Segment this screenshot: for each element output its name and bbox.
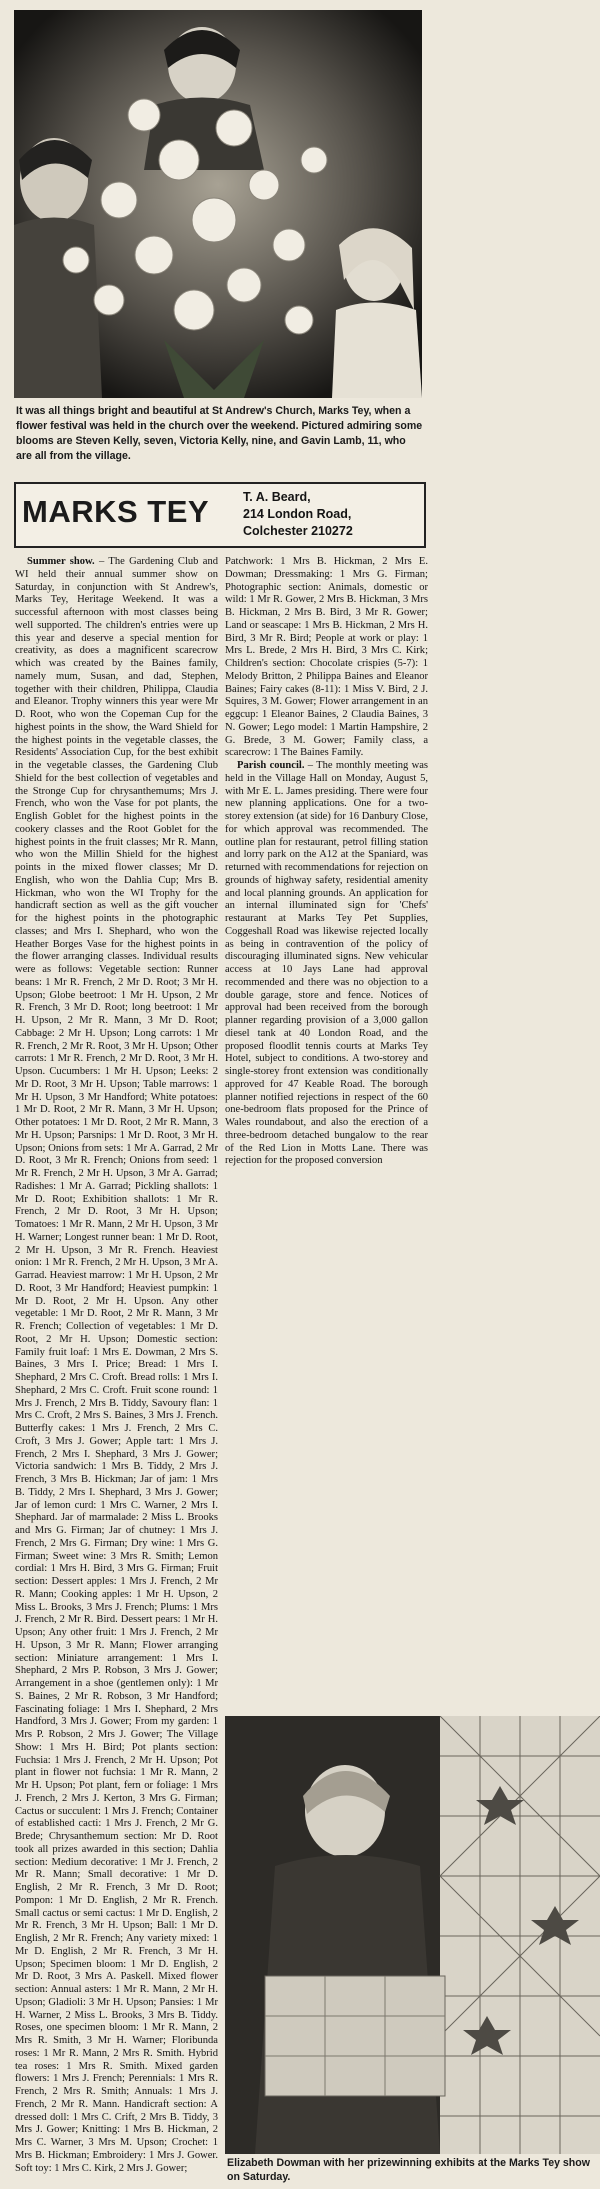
patchwork-exhibit-image [225,1716,600,2154]
article-column-2-flow [225,556,428,1168]
top-photo [14,10,422,398]
summer-show-heading: Summer show. [27,556,95,567]
top-photo-caption: It was all things bright and beautiful at St Andrew's Church, Marks Tey, when a flower festival was held in the church over the weekend. Pictured admiring some blooms are Steven Kelly, seven, Victoria Kelly, nine, and Gavin Lamb, 11, who are all from the village. [16,405,423,462]
correspondent-name: T. A. Beard, [243,490,311,504]
parish-council-paragraph [225,760,428,1168]
place-title: MARKS TEY [22,494,210,529]
correspondent-address: 214 London Road, [243,507,352,521]
correspondent-details [243,489,353,540]
article-column-1 [15,556,218,2184]
correspondent-town-phone: Colchester 210272 [243,524,353,538]
bottom-photo-caption: Elizabeth Dowman with her prizewinning exhibits at the Marks Tey show on Saturday. [227,2157,590,2183]
section-masthead [14,482,426,548]
parish-council-body: – The monthly meeting was held in the Village Hall on Monday, August 5, with Mr E. L. James presiding. There were four new planning applications. One for a two-storey extension (at side) for 16 Danbury Close, for which approval was recommended. The outline plan for restaurant, petrol filling station and lorry park on the A12 at the Spaniard, was returned with recommendations for rejection on grounds of highway safety, residential amenity and local planning grounds. An application for an internal illuminated sign for 'Chefs' restaurant at Marks Tey Pet Supplies, Coggeshall Road was likewise rejected locally as being in contravention of the policy of discouraging illuminated signs. New vehicular access at 10 Jays Lane had approval recommended and there was no objection to a double garage, store and fence. Notices of approval had been received from the borough planner regarding provision of a 3,000 gallon diesel tank at 40 London Road, and the proposed floodlit tennis courts at Marks Tey Hotel, subject to conditions. A two-storey and single-storey front extension was conditionally approved for 47 Keable Road. The borough planner notified rejections in respect of the 60 one-bedroom flats proposed for the Prince of Wales roundabout, and also the erection of a three-bedroom detached bungalow to the rear of the Red Lion in Motts Lane. There was rejection for the proposed conversion [225,760,428,1167]
parish-council-heading: Parish council. [237,760,305,771]
flower-arrangement-image [14,10,422,398]
summer-show-body: – The Gardening Club and WI held their annual summer show on Saturday, in conjunction with St Andrew's, Marks Tey, Heritage Weekend. It was a successful afternoon with most classes being well supported. The children's entries were up this year and deserve a special mention for creativity, as does a magnificent scarecrow which was created by the Baines family, namely mum, Susan, and dad, Stephen, together with their children, Philippa, Claudia and Eleanor. Trophy winners this year were Mr D. Root, who won the Copeman Cup for the highest points in the show, the Ward Shield for the highest points in the vegetable classes, the Residents' Association Cup, for the best exhibit in the vegetable classes, the Gardening Club Shield for the best collection of vegetables and the Stronge Cup for chrysanthemums; Mrs J. French, who won the Vase for pot plants, the English Goblet for the highest points in the cookery classes and the Root Goblet for the highest points in the fruit classes; Mr R. Mann, who won the Millin Shield for the highest points in the mixed flower classes; Mr D. English, who won the Dahlia Cup; Mrs B. Hickman, who won the WI Trophy for the handicraft section as well as the gift voucher for the highest points in the photographic classes; and Mrs I. Shephard, who won the Heather Borges Vase for the highest points in the flower arranging classes. Individual results were as follows: Vegetable section: Runner beans: 1 Mr R. French, 2 Mr D. Root; 3 Mr H. Upson; Globe beetroot: 1 Mr H. Upson, 2 Mr R. French, 3 Mr D. Root; long beetroot: 1 Mr H. Upson, 2 Mr R. Mann, 3 Mr D. Root; Cabbage: 2 Mr H. Upson; Long carrots: 1 Mr R. French, 2 Mr R. Root, 3 Mr H. Upson; Other carrots: 1 Mr R. French, 2 Mr D. Root, 3 Mr H. Upson. Cucumbers: 1 Mr H. Upson; Leeks: 2 Mr D. Root, 3 Mr H. Upson; Table marrows: 1 Mr H. Upson, 3 Mr Handford; White potatoes: 1 Mr D. Root, 2 Mr R. Mann, 3 Mr H. Upson; Other potatoes: 1 Mr D. Root, 2 Mr R. Mann, 3 Mr H. Upson; Parsnips: 1 Mr D. Root, 3 Mr H. Upson; Onions from sets: 1 Mr A. Garrad, 2 Mr D. Root, 3 Mr R. French; Onions from seed: 1 Mr R. French, 2 Mr H. Upson, 3 Mr A. Garrad; Radishes: 1 Mr A. Garrad; Pickling shallots: 1 Mr D. Root; Exhibition shallots: 1 Mr R. French, 2 Mr D. Root, 3 Mr H. Upson; Tomatoes: 1 Mr R. Mann, 2 Mr H. Upson, 3 Mr H. Warner; Longest runner bean: 1 Mr D. Root, 2 Mr H. Upson, 3 Mr R. French. Heaviest onion: 1 Mr R. French, 2 Mr H. Upson, 3 Mr A. Garrad. Heaviest marrow: 1 Mr H. Upson, 2 Mr D. Root, 3 Mr Handford; Heaviest pumpkin: 1 Mr D. Root, 2 Mr H. Upson. Any other vegetable: 1 Mr D. Root, 2 Mr R. Mann, 3 Mr R. French; Collection of vegetables: 1 Mr D. Root, 2 Mr H. Upson; Domestic section: Family fruit loaf: 1 Mrs E. Dowman, 2 Mrs S. Baines, 3 Mrs I. Price; Bread: 1 Mrs I. Shephard, 2 Mrs C. Croft. Bread rolls: 1 Mrs I. Shephard, 2 Mrs C. Croft. Fruit scone round: 1 Mrs J. French, 2 Mrs B. Tiddy, Savoury flan: 1 Mrs C. Croft, 2 Mrs S. Baines, 3 Mrs J. French. Butterfly cakes: 1 Mrs J. French, 2 Mrs C. Croft, 3 Mrs J. Gower; Apple tart: 1 Mrs J. French, 2 Mrs I. Shephard, 3 Mrs J. Gower; Victoria sandwich: 1 Mrs B. Tiddy, 2 Mrs J. French, 3 Mrs B. Hickman; Jar of jam: 1 Mrs B. Tiddy, 2 Mrs I. Shephard, 3 Mrs J. Gower; Jar of lemon curd: 1 Mrs C. Warner, 2 Mrs I. Shephard. Jar of marmalade: 2 Miss L. Brooks and Mrs G. Firman; Jar of chutney: 1 Mrs J. French, 2 Mrs G. Firman; Dry wine: 1 Mrs G. Firman; Sweet wine: 3 Mrs R. Smith; Lemon cordial: 1 Mrs H. Bird, 3 Mrs G. Firman; Fruit section: Dessert apples: 1 Mrs J. French, 2 Mr R. Mann; Cooking apples: 1 Mr H. Upson, 2 Miss L. Brooks, 3 Mrs J. French; Plums: 1 Mrs J. French, 2 Mr R. Bird. Dessert pears: 1 Mr H. Upson; Any other fruit: 1 Mrs J. French, 2 Mr H. Upson, 3 Mr R. Mann; Flower arranging section: Miniature arrangement: 1 Mrs I. Shephard, 2 Mrs P. Robson, 3 Mrs J. Gower; Arrangement in a shoe (gentlemen only): 1 Mr S. Baines, 2 Mr R. Robson, 3 Mr Handford; Fascinating foliage: 1 Mrs I. Shephard, 2 Mrs Handford, 3 Mrs J. Gower; From my garden: 1 Mrs P. Robson, 2 Mrs J. Gower; The Village Show: 1 Mrs H. Bird; Pot plants section: Fuchsia: 1 Mrs J. French, 2 Mr H. Upson; Pot plant in flower not fuchsia: 1 Mr R. Mann, 2 Mr H. Upson; Pot plant, fern or foliage: 1 Mrs J. French, 2 Mrs J. Kerton, 3 Mrs G. Firman; Cactus or succulent: 1 Mrs J. French; Container of established cacti: 1 Mrs J. French, 2 Mr G. Brede; Chrysanthemum section: Mr D. Root took all prizes awarded in this section; Dahlia section: Medium decorative: 1 Mr J. French, 2 Mr R. Mann; Small decorative: 1 Mr D. English, 2 Mr R. French, 3 Mr D. Root; Pompon: 1 Mr D. English, 2 Mr R. French. Small cactus or semi cactus: 1 Mr D. English, 2 Mr R. French, 3 Mr H. Upson; Ball: 1 Mr D. English, 2 Mr R. French; Any variety mixed: 1 Mr D. English, 2 Mr R. French, 3 Mr H. Upson; Specimen bloom: 1 Mr D. English, 2 Mr D. Root, 3 Mrs A. Paskell. Mixed flower section: Annual asters: 1 Mr R. Mann, 2 Mr H. Upson; Gladioli: 3 Mr H. Upson; Pansies: 1 Mr H. Warner, 2 Miss L. Brooks, 3 Mrs B. Tiddy. Roses, one specimen bloom: 1 Mr R. Mann, 2 Mrs R. Smith, 3 Mr H. Warner; Floribunda roses: 1 Mr R. Mann, 2 Mrs R. Smith. Hybrid tea roses: 1 Mrs R. Smith. Mixed garden flowers: 1 Mrs J. French; Perennials: 1 Mrs R. French, 2 Mrs R. Smith; Annuals: 1 Mrs J. French, 2 Mr R. Mann. Handicraft section: A dressed doll: 1 Mrs C. Crift, 2 Mrs B. Tiddy, 3 Mrs J. Gower; Knitting: 1 Mrs B. Hickman, 2 Mrs C. Warner, 3 Mrs M. Upson; Crochet: 1 Mrs B. Hickman; Embroidery: 1 Mrs J. Gower. Soft toy: 1 Mrs C. Kirk, 2 Mrs J. Gower; [15,556,218,2174]
article-column-2 [225,556,428,1708]
summer-show-paragraph [15,556,218,2175]
bottom-photo [225,1716,600,2154]
summer-show-continued: Patchwork: 1 Mrs B. Hickman, 2 Mrs E. Dowman; Dressmaking: 1 Mrs G. Firman; Photographic section: Animals, domestic or wild: 1 Mr R. Gower, 2 Mrs B. Hickman, 3 Mrs B. Hickman, 2 Mrs B. Bird, 3 Mr R. Gower; Land or seascape: 1 Mrs B. Hickman, 2 Mrs H. Bird, 3 Mr R. Bird; People at work or play: 1 Mrs L. Brede, 2 Mrs H. Bird, 3 Mrs C. Kirk; Children's section: Chocolate crispies (5-7): 1 Melody Britton, 2 Philippa Baines and Eleanor Baines; Fairy cakes (8-11): 1 Miss V. Bird, 2 J. Squires, 3 M. Gower; Flower arrangement in an eggcup: 1 Eleanor Baines, 2 Claudia Baines, 3 N. Gower; Lego model: 1 Martin Hampshire, 2 G. Brede, 3 M. Gower; Family class, a scarecrow: 1 The Baines Family. [225,556,428,759]
